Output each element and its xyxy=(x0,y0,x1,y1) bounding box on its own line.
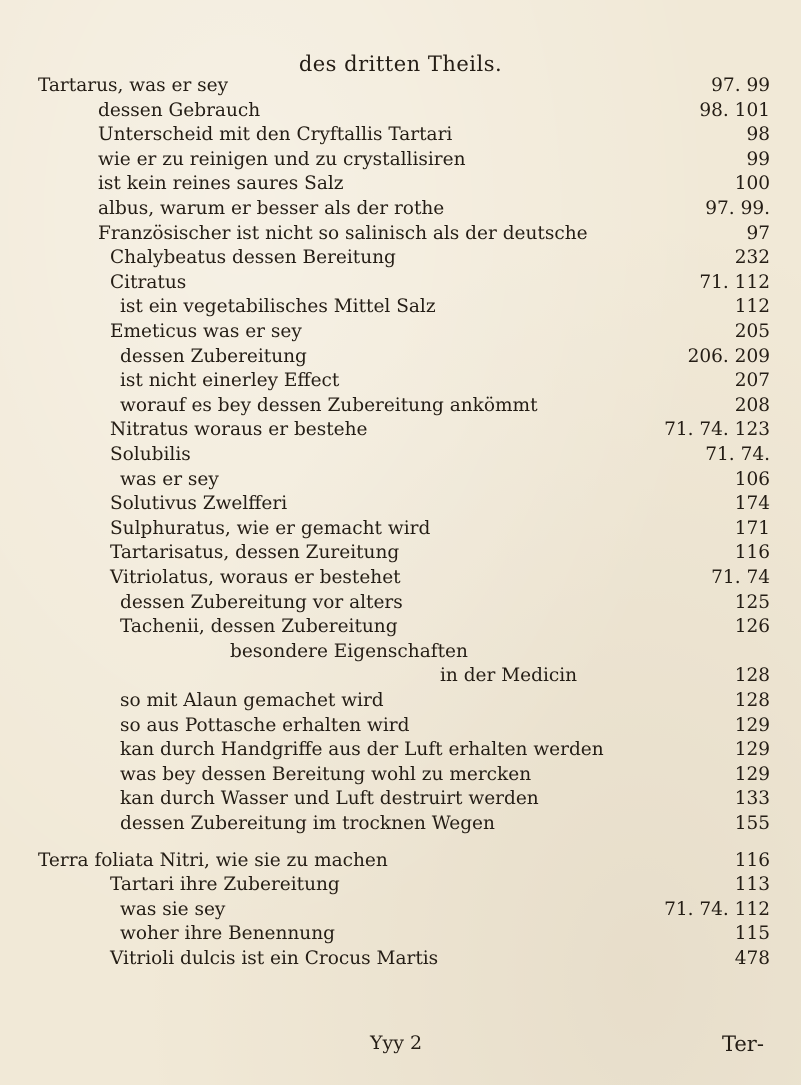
entry-page-ref: 71. 74. xyxy=(705,444,770,465)
entry-text: wie er zu reinigen und zu crystallisiren xyxy=(98,148,466,170)
entry-text: Vitriolatus, woraus er bestehet xyxy=(110,567,401,588)
entry-page-ref: 115 xyxy=(734,923,770,945)
entry-page-ref: 99 xyxy=(746,148,770,170)
index-entry xyxy=(0,246,770,270)
entry-page-ref: 126 xyxy=(734,616,770,638)
index-entry xyxy=(0,418,770,442)
index-entry xyxy=(0,394,770,418)
entry-text: so aus Pottasche erhalten wird xyxy=(120,714,410,736)
entry-text: Tartarisatus, dessen Zureitung xyxy=(110,542,400,564)
entry-page-ref: 171 xyxy=(734,517,770,539)
index-entry xyxy=(0,99,770,123)
index-entry xyxy=(0,947,770,971)
entry-page-ref: 116 xyxy=(734,849,770,871)
entry-text: Nitratus woraus er bestehe xyxy=(110,419,368,441)
entry-page-ref: 71. 112 xyxy=(699,271,770,293)
entry-text: kan durch Wasser und Luft destruirt werden xyxy=(120,788,539,810)
entry-text: so mit Alaun gemachet wird xyxy=(120,690,384,711)
entry-page-ref: 100 xyxy=(734,173,770,195)
entry-text: Tartarus, was er sey xyxy=(38,75,229,96)
entry-text: Tartari ihre Zubereitung xyxy=(110,874,340,896)
entry-page-ref: 129 xyxy=(734,714,770,736)
entry-text: dessen Zubereitung vor alters xyxy=(120,591,403,613)
index-entry xyxy=(0,787,770,811)
index-entry xyxy=(0,517,770,541)
entry-text: Solubilis xyxy=(110,444,191,465)
entry-page-ref: 128 xyxy=(734,665,770,687)
entry-text: Sulphuratus, wie er gemacht wird xyxy=(110,517,431,539)
entry-text: Terra foliata Nitri, wie sie zu machen xyxy=(38,849,388,871)
entry-page-ref: 232 xyxy=(734,247,770,269)
entry-text: ist kein reines saures Salz xyxy=(98,173,344,195)
entry-text: in der Medicin xyxy=(440,665,578,687)
entry-page-ref: 98 xyxy=(746,124,770,146)
entry-page-ref: 129 xyxy=(734,739,770,761)
entry-page-ref: 207 xyxy=(734,370,770,392)
entry-page-ref: 106 xyxy=(734,468,770,490)
entry-text: Vitrioli dulcis ist ein Crocus Martis xyxy=(110,948,439,969)
entry-page-ref: 97 xyxy=(746,222,770,244)
entry-text: worauf es bey dessen Zubereitung ankömmt xyxy=(120,394,538,416)
entry-page-ref: 98. 101 xyxy=(699,99,770,121)
index-entry xyxy=(0,763,770,787)
entry-page-ref: 125 xyxy=(734,591,770,613)
entry-text: Chalybeatus dessen Bereitung xyxy=(110,247,396,269)
index-entry xyxy=(0,271,770,295)
signature-mark: Yyy 2 xyxy=(370,1032,423,1054)
entry-text: dessen Gebrauch xyxy=(98,99,261,121)
entry-page-ref: 206. 209 xyxy=(687,345,770,367)
index-entry xyxy=(0,714,770,738)
index-entry xyxy=(0,615,770,639)
index-entry xyxy=(0,566,770,590)
index-entry xyxy=(0,738,770,762)
index-entry xyxy=(0,898,770,922)
entry-text: was er sey xyxy=(120,468,219,490)
entry-page-ref: 97. 99. xyxy=(705,198,770,219)
entry-page-ref: 71. 74. 123 xyxy=(664,419,770,441)
entry-page-ref: 71. 74 xyxy=(711,567,770,588)
entry-text: was sie sey xyxy=(120,898,226,920)
entry-page-ref: 71. 74. 112 xyxy=(664,898,770,920)
index-entry xyxy=(0,812,770,836)
index-entry xyxy=(0,873,770,897)
entry-text: Französischer ist nicht so salinisch als der deutsche xyxy=(98,222,588,244)
catchword: Ter- xyxy=(722,1032,764,1056)
entry-page-ref: 97. 99 xyxy=(711,75,770,96)
index-entry xyxy=(0,664,770,688)
index-entry xyxy=(0,345,770,369)
index-entry xyxy=(0,320,770,344)
entry-page-ref: 155 xyxy=(734,813,770,834)
entry-text: Tachenii, dessen Zubereitung xyxy=(120,616,398,638)
entry-text: Unterscheid mit den Cryftallis Tartari xyxy=(98,124,453,146)
entry-text: was bey dessen Bereitung wohl zu mercken xyxy=(120,763,532,785)
entry-page-ref: 478 xyxy=(734,948,770,969)
entry-text: kan durch Handgriffe aus der Luft erhalten werden xyxy=(120,739,604,761)
index-entry xyxy=(0,541,770,565)
entry-text: ist ein vegetabilisches Mittel Salz xyxy=(120,296,436,318)
entry-page-ref: 205 xyxy=(734,321,770,342)
entry-text: albus, warum er besser als der rothe xyxy=(98,198,445,219)
entry-text: Citratus xyxy=(110,271,187,293)
index-entry xyxy=(0,74,770,98)
entry-text: woher ihre Benennung xyxy=(120,923,335,945)
index-entry xyxy=(0,123,770,147)
entry-page-ref: 174 xyxy=(734,493,770,515)
index-entry xyxy=(0,443,770,467)
entry-page-ref: 133 xyxy=(734,788,770,810)
entry-text: dessen Zubereitung im trocknen Wegen xyxy=(120,813,495,834)
index-entry xyxy=(0,222,770,246)
index-entry xyxy=(0,640,770,664)
index-entry xyxy=(0,591,770,615)
entry-text: dessen Zubereitung xyxy=(120,345,307,367)
index-entry xyxy=(0,148,770,172)
entry-page-ref: 128 xyxy=(734,690,770,711)
entry-page-ref: 113 xyxy=(734,874,770,896)
index-entry xyxy=(0,492,770,516)
entry-text: Emeticus was er sey xyxy=(110,321,302,342)
entry-text: Solutivus Zwelfferi xyxy=(110,493,288,515)
index-entry xyxy=(0,922,770,946)
index-entry xyxy=(0,369,770,393)
index-entry xyxy=(0,172,770,196)
entry-page-ref: 112 xyxy=(734,296,770,318)
index-entry xyxy=(0,849,770,873)
entry-text: ist nicht einerley Effect xyxy=(120,370,340,392)
running-header: des dritten Theils. xyxy=(298,52,503,76)
entry-page-ref: 129 xyxy=(734,763,770,785)
index-entry xyxy=(0,468,770,492)
index-entry xyxy=(0,689,770,713)
entry-text: besondere Eigenschaften xyxy=(230,640,468,662)
entry-page-ref: 208 xyxy=(734,394,770,416)
index-entry xyxy=(0,197,770,221)
entry-page-ref: 116 xyxy=(734,542,770,564)
index-entry xyxy=(0,295,770,319)
